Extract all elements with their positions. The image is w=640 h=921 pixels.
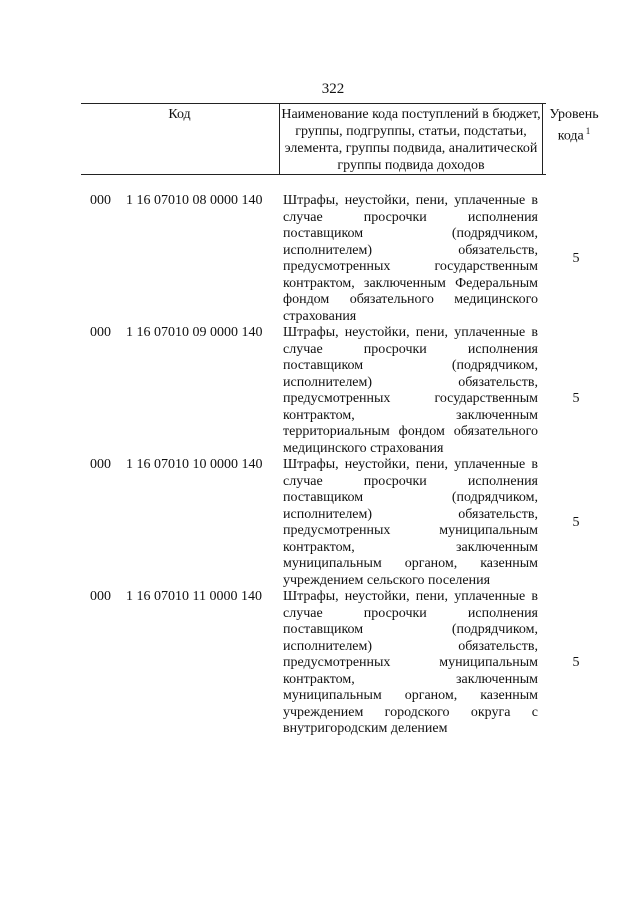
code-level: 5 [572,251,580,266]
code-column-header: Код [168,107,191,122]
level-header-label: Уровень кода [549,107,599,144]
code-prefix: 000 [90,325,111,340]
column-divider [542,104,543,174]
code-level: 5 [572,391,580,406]
revenue-code: 1 16 07010 10 0000 140 [126,457,263,472]
level-column-header [544,106,604,145]
revenue-code: 1 16 07010 08 0000 140 [126,193,263,208]
level-footnote-mark: 1 [585,126,591,136]
table-row [0,325,640,457]
code-prefix: 000 [90,589,111,604]
name-column-header: Наименование кода поступлений в бюджет, группы, подгруппы, статьи, подстатьи, элемента, группы подвида, аналитической группы подвида доходов [281,107,541,173]
table-body [0,193,640,738]
table-row [0,589,640,738]
revenue-name: Штрафы, неустойки, пени, уплаченные в случае просрочки исполнения поставщиком (подрядчиком, исполнителем) обязательств, предусмотренных государственным контрактом, заключенным Федеральным фондом обязательного медицинского страхования [283,193,538,324]
revenue-code: 1 16 07010 09 0000 140 [126,325,263,340]
page-number: 322 [321,81,345,97]
revenue-name: Штрафы, неустойки, пени, уплаченные в случае просрочки исполнения поставщиком (подрядчиком, исполнителем) обязательств, предусмотренных муниципальным контрактом, заключенным муниципальным органом, казенным учреждением сельского поселения [283,457,538,588]
table-row [0,193,640,325]
table-row [0,457,640,589]
code-prefix: 000 [90,457,111,472]
code-prefix: 000 [90,193,111,208]
revenue-code: 1 16 07010 11 0000 140 [126,589,262,604]
table-header [81,103,599,175]
code-level: 5 [572,515,580,530]
revenue-name: Штрафы, неустойки, пени, уплаченные в случае просрочки исполнения поставщиком (подрядчиком, исполнителем) обязательств, предусмотренных государственным контрактом, заключенным территориальным фондом обязательного медицинского страхования [283,325,538,456]
revenue-name: Штрафы, неустойки, пени, уплаченные в случае просрочки исполнения поставщиком (подрядчиком, исполнителем) обязательств, предусмотренных муниципальным контрактом, заключенным муниципальным органом, казенным учреждением городского округа с внутригородским делением [283,589,538,736]
code-level: 5 [572,655,580,670]
